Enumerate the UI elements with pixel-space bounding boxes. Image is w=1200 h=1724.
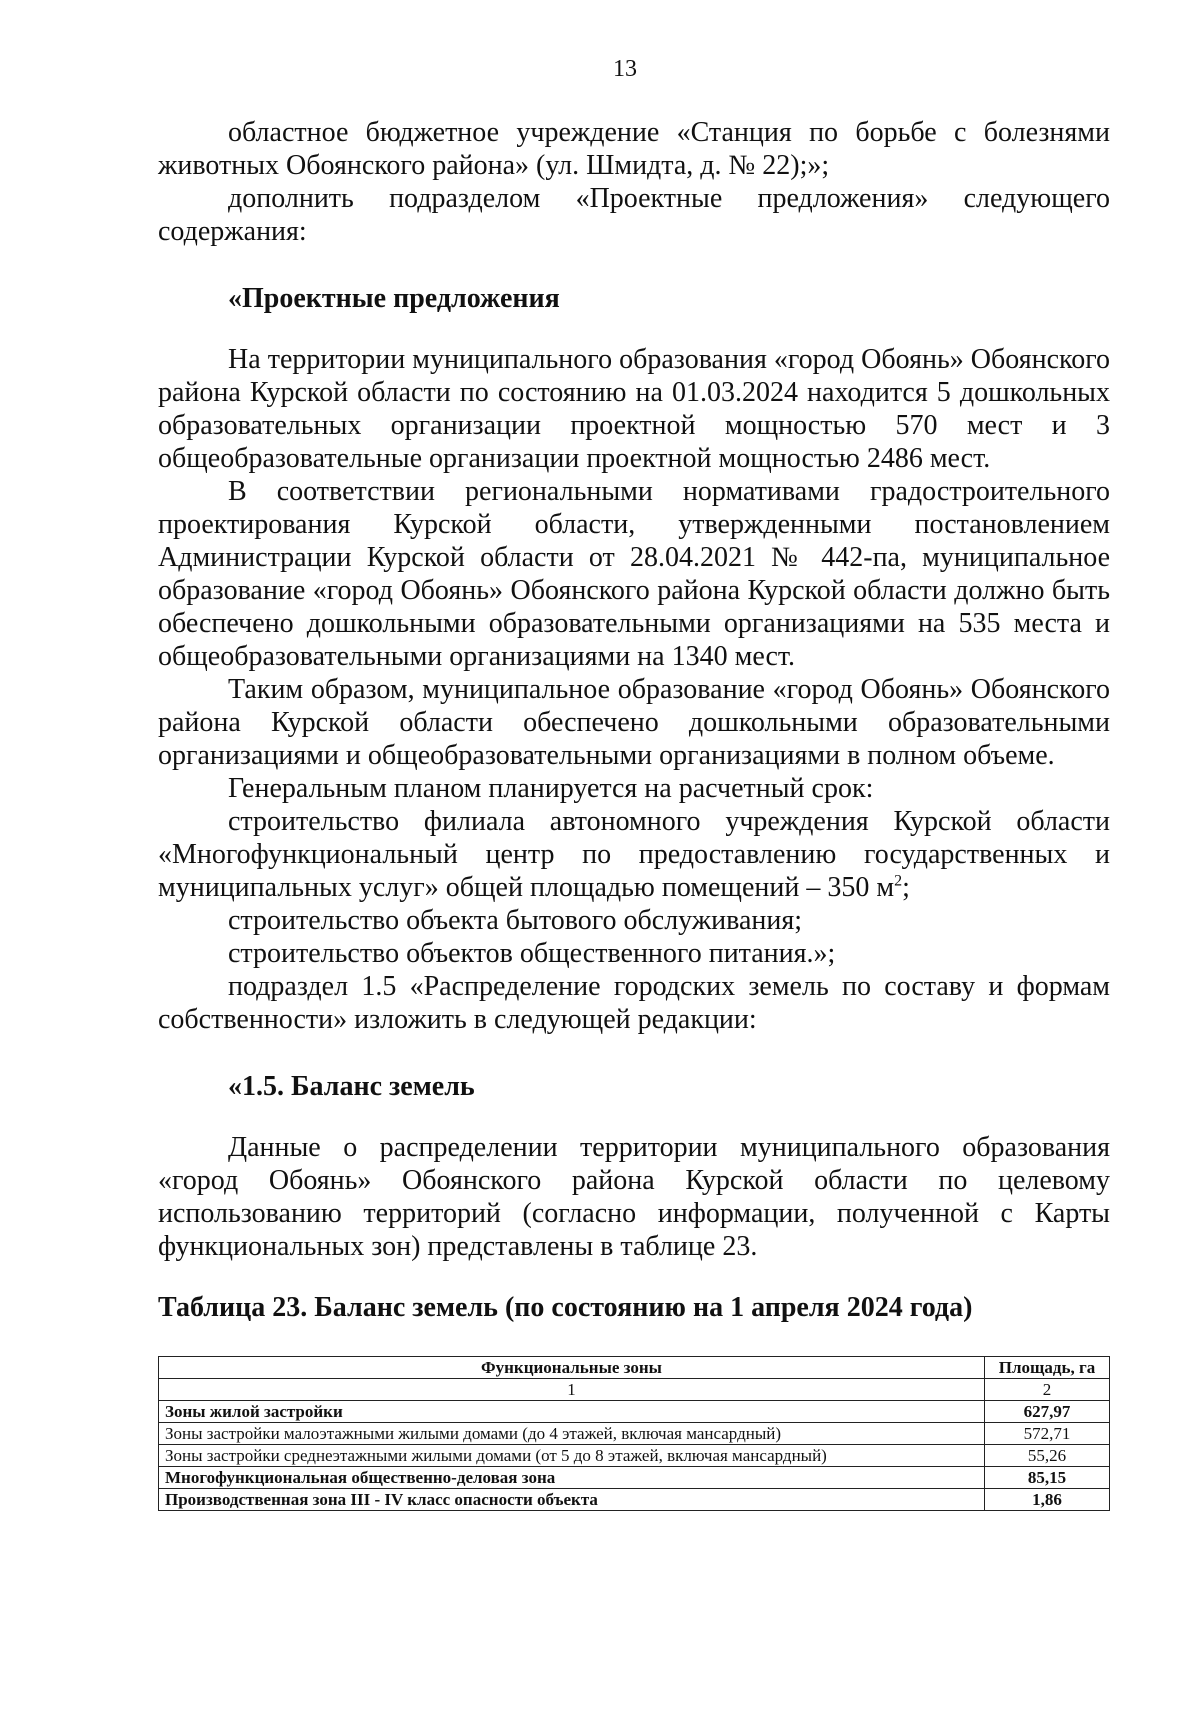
superscript: 2 [894,872,903,890]
table-row [159,1467,1110,1489]
table-header-row [159,1357,1110,1379]
table-cell: Зоны жилой застройки [159,1401,985,1423]
document-body [158,116,1110,1511]
table-cell: 627,97 [985,1401,1110,1423]
table-header-cell: Функциональные зоны [159,1357,985,1379]
table-cell: 1 [159,1379,985,1401]
paragraph: Данные о распределении территории муниципального образования «город Обоянь» Обоянского района Курской области по целевому использованию территорий (согласно информации, полученной с Карты функциональных зон) представлены в таблице 23. [158,1132,1110,1262]
table-cell: 55,26 [985,1445,1110,1467]
paragraph: Таким образом, муниципальное образование «город Обоянь» Обоянского района Курской области обеспечено дошкольными образовательными организациями и общеобразовательными организациями в полном объеме. [158,674,1110,771]
table-row [159,1489,1110,1511]
table-cell: Зоны застройки среднеэтажными жилыми домами (от 5 до 8 этажей, включая мансардный) [159,1445,985,1467]
paragraph: областное бюджетное учреждение «Станция по борьбе с болезнями животных Обоянского района» (ул. Шмидта, д. № 22);»; [158,117,1110,181]
paragraph-mfc [158,805,1110,904]
paragraph: строительство объекта бытового обслуживания; [228,905,803,936]
table-cell: 2 [985,1379,1110,1401]
table-row [159,1423,1110,1445]
balance-heading: «1.5. Баланс земель [228,1071,475,1102]
table-cell: 1,86 [985,1489,1110,1511]
section-heading: «Проектные предложения [228,283,560,314]
table-title: Таблица 23. Баланс земель (по состоянию на 1 апреля 2024 года) [158,1292,973,1323]
table-cell: 572,71 [985,1423,1110,1445]
paragraph: подраздел 1.5 «Распределение городских земель по составу и формам собственности» изложить в следующей редакции: [158,971,1110,1035]
table-row [159,1401,1110,1423]
paragraph: строительство объектов общественного питания.»; [228,938,836,969]
table-cell: Зоны застройки малоэтажными жилыми домами (до 4 этажей, включая мансардный) [159,1423,985,1445]
paragraph: дополнить подразделом «Проектные предложения» следующего содержания: [158,183,1110,247]
mfc-tail: ; [902,872,910,903]
table-cell: 85,15 [985,1467,1110,1489]
table-cell: Многофункциональная общественно-деловая зона [159,1467,985,1489]
table-number-row [159,1379,1110,1401]
page-number: 13 [613,56,637,82]
paragraph: Генеральным планом планируется на расчетный срок: [228,773,874,804]
paragraph: В соответствии региональными нормативами градостроительного проектирования Курской области, утвержденными постановлением Администрации Курской области от 28.04.2021 № 442-па, муниципальное образование «город Обоянь» Обоянского района Курской области должно быть обеспечено дошкольными образовательными организациями на 535 места и общеобразовательными организациями на 1340 мест. [158,476,1110,672]
table-row [159,1445,1110,1467]
paragraph: На территории муниципального образования «город Обоянь» Обоянского района Курской области по состоянию на 01.03.2024 находится 5 дошкольных образовательных организации проектной мощностью 570 мест и 3 общеобразовательные организации проектной мощностью 2486 мест. [158,344,1110,474]
mfc-text: строительство филиала автономного учреждения Курской области «Многофункциональный центр по предоставлению государственных и муниципальных услуг» общей площадью помещений – 350 м [158,806,1110,903]
land-balance-table [158,1356,1110,1511]
table-header-cell: Площадь, га [985,1357,1110,1379]
table-cell: Производственная зона III - IV класс опасности объекта [159,1489,985,1511]
